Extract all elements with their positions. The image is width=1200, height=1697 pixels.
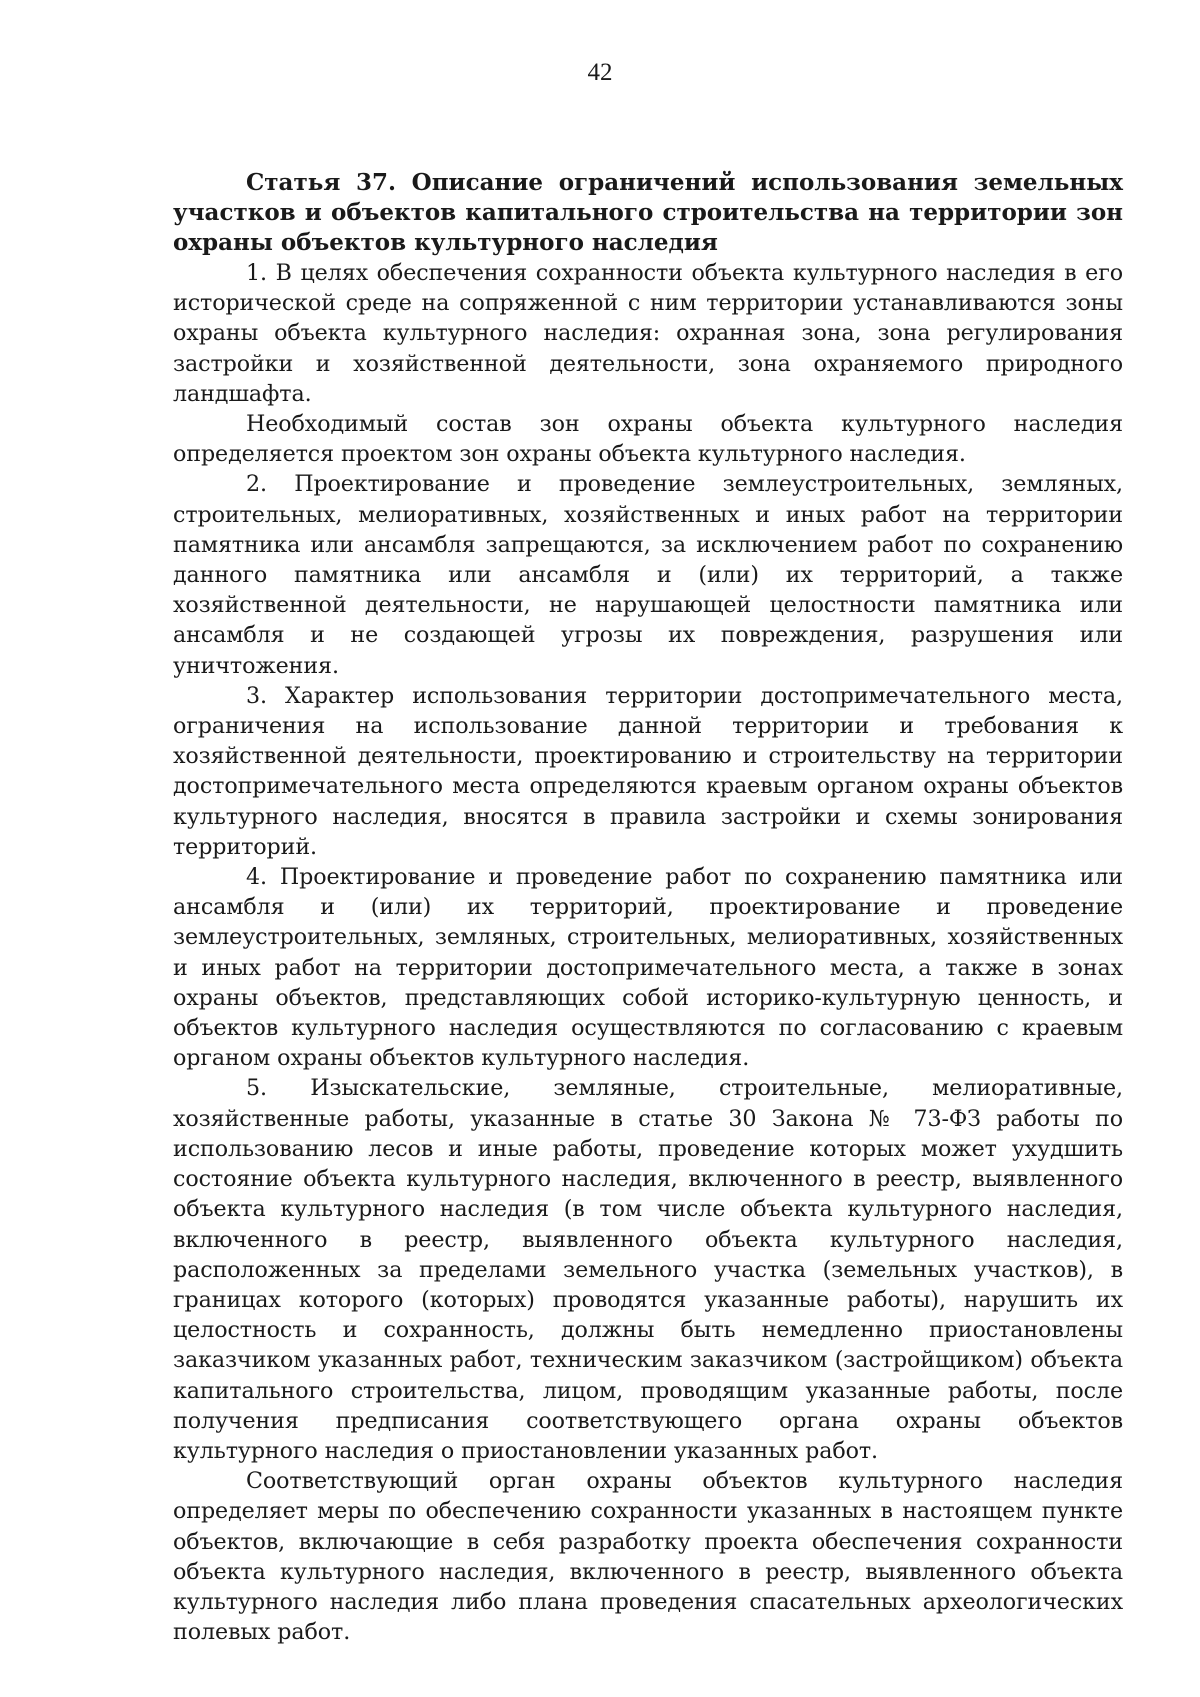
paragraph-5-continuation: Соответствующий орган охраны объектов культурного наследия определяет меры по обеспечению сохранности указанных в настоящем пункте объектов, включающие в себя разработку проекта обеспечения сохранности объекта культурного наследия, включенного в реестр, выявленного объекта культурного наследия либо плана проведения спасательных археологических полевых работ. bbox=[173, 1468, 1123, 1646]
paragraph-3: 3. Характер использования территории достопримечательного места, ограничения на использование данной территории и требования к хозяйственной деятельности, проектированию и строительству на территории достопримечательного места определяются краевым органом охраны объектов культурного наследия, вносятся в правила застройки и схемы зонирования территорий. bbox=[173, 682, 1123, 860]
paragraph-4: 4. Проектирование и проведение работ по сохранению памятника или ансамбля и (или) их территорий, проектирование и проведение землеустроительных, земляных, строительных, мелиоративных, хозяйственных и иных работ на территории достопримечательного места, а также в зонах охраны объектов, представляющих собой историко-культурную ценность, и объектов культурного наследия осуществляются по согласованию с краевым органом охраны объектов культурного наследия. bbox=[173, 864, 1123, 1072]
article-body bbox=[173, 168, 1123, 1647]
paragraph-1: 1. В целях обеспечения сохранности объекта культурного наследия в его исторической среде на сопряженной с ним территории устанавливаются зоны охраны объекта культурного наследия: охранная зона, зона регулирования застройки и хозяйственной деятельности, зона охраняемого природного ландшафта. bbox=[173, 260, 1123, 407]
page-number: 42 bbox=[587, 59, 613, 86]
paragraph-2: 2. Проектирование и проведение землеустроительных, земляных, строительных, мелиоративных, хозяйственных и иных работ на территории памятника или ансамбля запрещаются, за исключением работ по сохранению данного памятника или ансамбля и (или) их территорий, а также хозяйственной деятельности, не нарушающей целостности памятника или ансамбля и не создающей угрозы их повреждения, разрушения или уничтожения. bbox=[173, 471, 1123, 679]
paragraph-1-continuation: Необходимый состав зон охраны объекта культурного наследия определяется проектом зон охраны объекта культурного наследия. bbox=[173, 411, 1123, 468]
paragraph-5: 5. Изыскательские, земляные, строительные, мелиоративные, хозяйственные работы, указанные в статье 30 Закона № 73-ФЗ работы по использованию лесов и иные работы, проведение которых может ухудшить состояние объекта культурного наследия, включенного в реестр, выявленного объекта культурного наследия (в том числе объекта культурного наследия, включенного в реестр, выявленного объекта культурного наследия, расположенных за пределами земельного участка (земельных участков), в границах которого (которых) проводятся указанные работы), нарушить их целостность и сохранность, должны быть немедленно приостановлены заказчиком указанных работ, техническим заказчиком (застройщиком) объекта капитального строительства, лицом, проводящим указанные работы, после получения предписания соответствующего органа охраны объектов культурного наследия о приостановлении указанных работ. bbox=[173, 1075, 1123, 1464]
article-title: Статья 37. Описание ограничений использования земельных участков и объектов капитального строительства на территории зон охраны объектов культурного наследия bbox=[173, 169, 1123, 256]
